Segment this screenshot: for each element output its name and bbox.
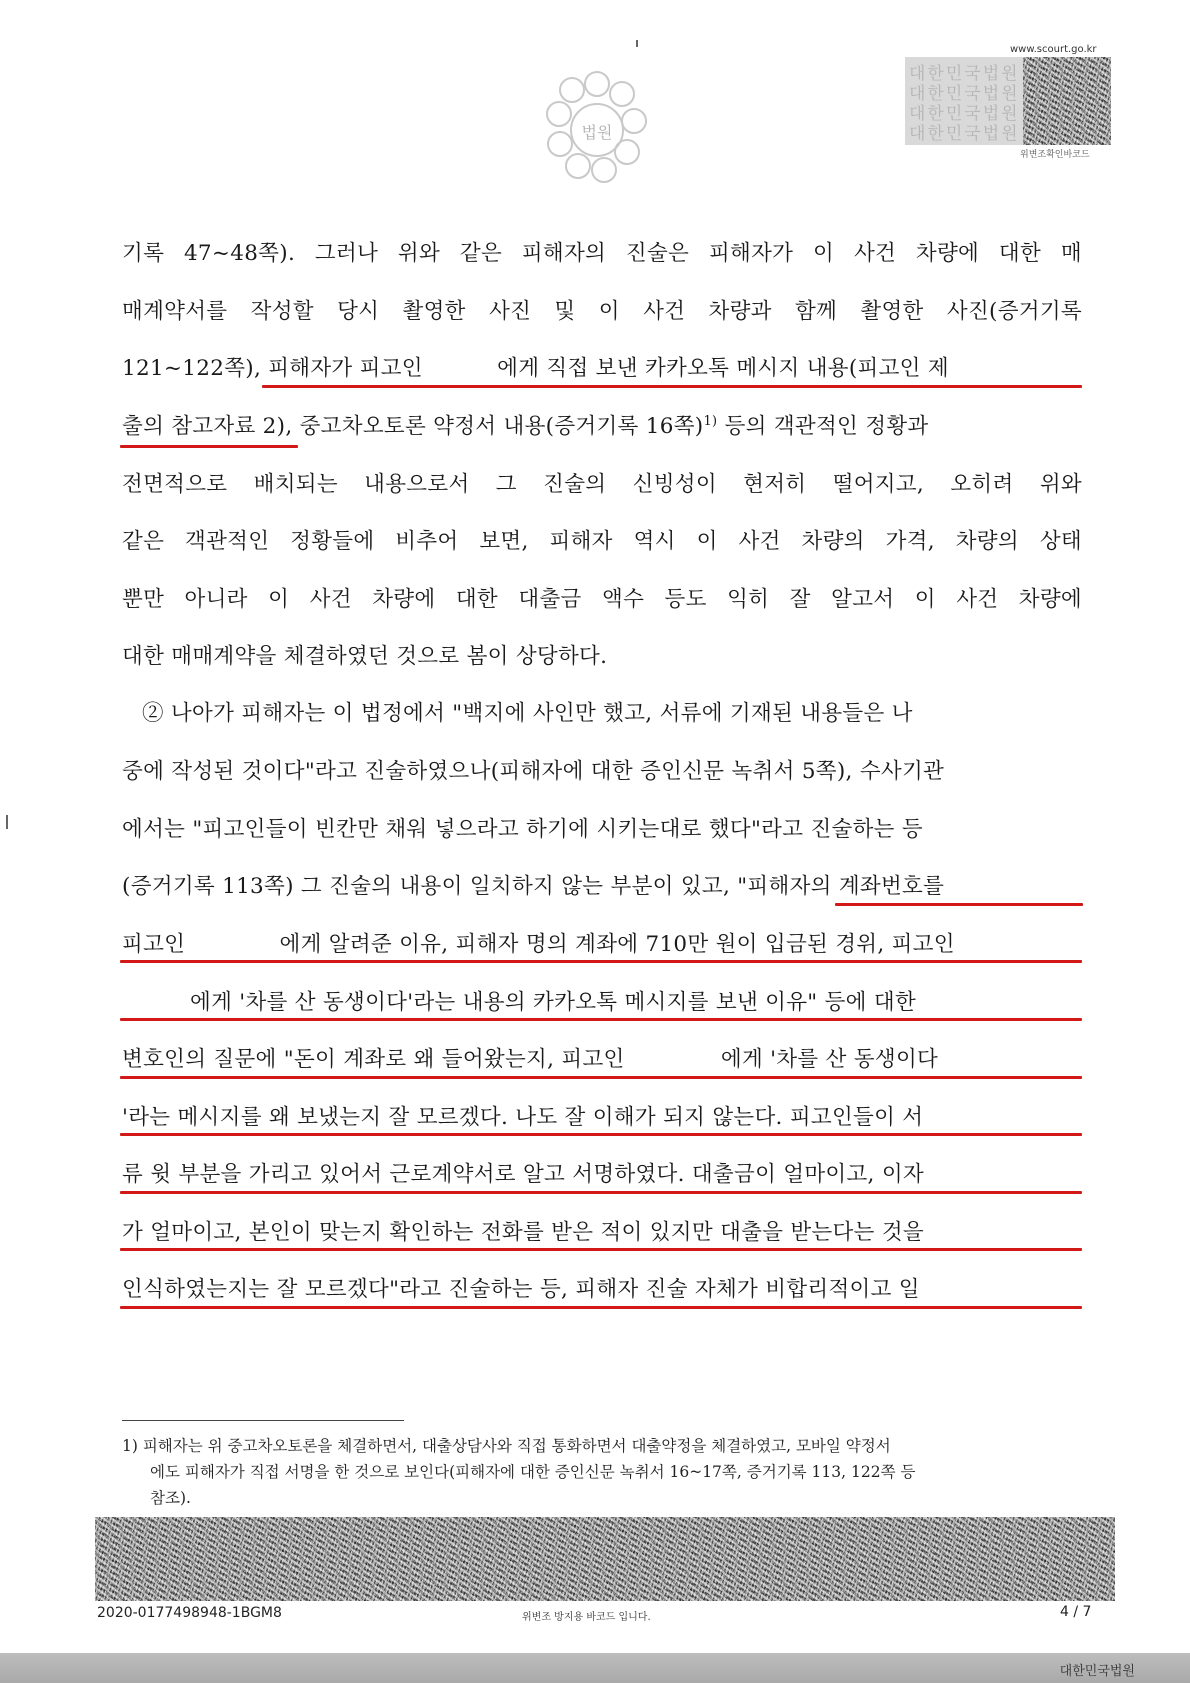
- word: 보면,: [479, 529, 529, 554]
- body-line: 가 얼마이고, 본인이 맞는지 확인하는 전화를 받은 적이 있지만 대출을 받는다는 것을: [122, 1220, 924, 1245]
- footnote-line: 1) 피해자는 위 중고차오토론을 체결하면서, 대출상담사와 직접 통화하면서 대출약정을 체결하였고, 모바일 약정서: [122, 1437, 891, 1455]
- issuer-label: 대한민국법원: [1059, 1664, 1135, 1679]
- red-underline: [835, 903, 1083, 906]
- word: 아니라: [184, 587, 248, 612]
- word: 이: [813, 241, 835, 266]
- word: 이: [268, 587, 290, 612]
- word: 알고서: [831, 587, 895, 612]
- body-line: [122, 349, 1082, 389]
- body-line: [122, 522, 1082, 562]
- word: 차량에: [1018, 587, 1082, 612]
- word: 진술의: [543, 472, 607, 497]
- word: 47~48쪽).: [183, 241, 296, 266]
- word: 역시: [633, 529, 676, 554]
- word: 사건: [309, 587, 352, 612]
- body-line: [122, 292, 1082, 332]
- word: 기록: [122, 241, 165, 266]
- word: 사진: [489, 299, 532, 324]
- red-underline: [120, 1018, 1082, 1021]
- word: 사건: [643, 299, 686, 324]
- red-underline: [120, 1191, 1082, 1194]
- word: 대출금: [518, 587, 582, 612]
- header-url: www.scourt.go.kr: [1010, 44, 1097, 55]
- word: 전면적으로: [122, 472, 228, 497]
- word: 매계약서를: [122, 299, 228, 324]
- red-underline: [120, 1133, 1082, 1136]
- word: 떨어지고,: [832, 472, 925, 497]
- word: 액수: [602, 587, 645, 612]
- word: 차량에: [915, 241, 980, 266]
- qr-watermark-line: 대한민국법원: [909, 124, 1020, 144]
- emblem-text: 법원: [581, 123, 613, 142]
- body-line-segment: 변호인의 질문에 "돈이 계좌로 왜 들어왔는지, 피고인: [122, 1047, 625, 1072]
- word: 같은: [122, 529, 165, 554]
- word: 신빙성이: [632, 472, 717, 497]
- word: 이: [696, 529, 718, 554]
- word: 정황들에: [290, 529, 375, 554]
- body-line: [122, 407, 1082, 447]
- word: 사건: [738, 529, 781, 554]
- word: 및: [554, 299, 576, 324]
- body-line: [122, 234, 1082, 274]
- word: 피해자의: [521, 241, 607, 266]
- body-line-segment: 에게 알려준 이유, 피해자 명의 계좌에 710만 원이 입금된 경위, 피고인: [279, 932, 955, 957]
- red-underline: [120, 960, 1082, 963]
- word: 이: [914, 587, 936, 612]
- word: 사건: [853, 241, 897, 266]
- scan-mark: [636, 40, 638, 47]
- word: 배치되는: [253, 472, 338, 497]
- red-underline: [262, 385, 1082, 388]
- word: 현저히: [743, 472, 807, 497]
- word: 촬영한: [402, 299, 466, 324]
- word: 작성할: [250, 299, 314, 324]
- red-underline: [120, 445, 298, 448]
- word: 차량과: [708, 299, 772, 324]
- word: 그러나: [314, 241, 379, 266]
- scan-mark: [6, 815, 8, 829]
- qr-watermark-block: [905, 57, 1023, 145]
- body-line: [122, 580, 1082, 620]
- word: 잘: [789, 587, 811, 612]
- body-line-segment: 등의 객관적인 정황과: [724, 414, 929, 439]
- word: 등도: [664, 587, 707, 612]
- word: 오히려: [950, 472, 1014, 497]
- word: 상태: [1039, 529, 1082, 554]
- red-underline: [120, 1076, 1082, 1079]
- word: 이: [598, 299, 620, 324]
- anti-forgery-barcode: [95, 1517, 1115, 1601]
- word: 비추어: [395, 529, 459, 554]
- body-line: 류 윗 부분을 가리고 있어서 근로계약서로 알고 서명하였다. 대출금이 얼마이고, 이자: [122, 1162, 924, 1187]
- word: 위와: [397, 241, 441, 266]
- barcode-note: 위변조 방지용 바코드 입니다.: [522, 1612, 651, 1623]
- word: 위와: [1039, 472, 1082, 497]
- word: 가격,: [885, 529, 935, 554]
- word: 내용으로서: [364, 472, 470, 497]
- footnote-line: 참조).: [150, 1489, 191, 1507]
- body-line: 인식하였는지는 잘 모르겠다"라고 진술하는 등, 피해자 진술 자체가 비합리적이고 일: [122, 1277, 920, 1302]
- word: 함께: [794, 299, 838, 324]
- verification-qr: [905, 57, 1111, 145]
- document-id: 2020-0177498948-1BGM8: [97, 1605, 282, 1621]
- word: 그: [495, 472, 517, 497]
- qr-caption: 위변조확인바코드: [1020, 150, 1090, 160]
- word: 차량에: [372, 587, 436, 612]
- body-line-segment: 피고인: [122, 932, 186, 957]
- body-line-segment: 출의 참고자료 2), 중고차오토론 약정서 내용(증거기록 16쪽): [122, 414, 704, 439]
- body-line: [122, 925, 1082, 965]
- body-line: ② 나아가 피해자는 이 법정에서 "백지에 사인만 했고, 서류에 기재된 내용들은 나: [142, 701, 913, 726]
- body-line: 대한 매매계약을 체결하였던 것으로 봄이 상당하다.: [122, 644, 608, 669]
- footnote-marker: 1): [703, 413, 718, 429]
- bottom-band: [0, 1653, 1190, 1683]
- word: 뿐만: [122, 587, 165, 612]
- word: 대한: [998, 241, 1042, 266]
- qr-code-icon: [1023, 57, 1111, 145]
- word: 객관적인: [185, 529, 270, 554]
- body-line: (증거기록 113쪽) 그 진술의 내용이 일치하지 않는 부분이 있고, "피해자의 계좌번호를: [122, 874, 945, 899]
- word: 같은: [459, 241, 503, 266]
- word: 피해자: [549, 529, 613, 554]
- word: 익히: [727, 587, 770, 612]
- footnote-line: 에도 피해자가 직접 서명을 한 것으로 보인다(피해자에 대한 증인신문 녹취서 16~17쪽, 증거기록 113, 122쪽 등: [150, 1463, 916, 1481]
- red-underline: [120, 1248, 1082, 1251]
- word: 진술은: [625, 241, 690, 266]
- body-line-segment: 에게 '차를 산 동생이다: [720, 1047, 939, 1072]
- body-line: 에게 '차를 산 동생이다'라는 내용의 카카오톡 메시지를 보낸 이유" 등에 대한: [190, 990, 917, 1015]
- body-line: '라는 메시지를 왜 보냈는지 잘 모르겠다. 나도 잘 이해가 되지 않는다. 피고인들이 서: [122, 1105, 924, 1130]
- word: 차량의: [955, 529, 1019, 554]
- body-line: [122, 1040, 1082, 1080]
- word: 피해자가: [708, 241, 794, 266]
- qr-watermark-line: 대한민국법원: [909, 64, 1020, 84]
- word: 촬영한: [860, 299, 924, 324]
- qr-watermark-line: 대한민국법원: [909, 84, 1020, 104]
- body-line-segment: 121~122쪽), 피해자가 피고인: [122, 356, 423, 381]
- word: 대한: [455, 587, 498, 612]
- court-emblem-logo: [542, 66, 652, 184]
- red-underline: [120, 1306, 1082, 1309]
- body-line: [122, 465, 1082, 505]
- word: 차량의: [801, 529, 865, 554]
- body-line-segment: 에게 직접 보낸 카카오톡 메시지 내용(피고인 제: [497, 356, 949, 381]
- word: 매: [1060, 241, 1082, 266]
- body-line: 중에 작성된 것이다"라고 진술하였으나(피해자에 대한 증인신문 녹취서 5쪽), 수사기관: [122, 759, 945, 784]
- word: 사진(증거기록: [946, 299, 1082, 324]
- body-line: 에서는 "피고인들이 빈칸만 채워 넣으라고 하기에 시키는대로 했다"라고 진술하는 등: [122, 817, 923, 842]
- word: 사건: [956, 587, 999, 612]
- footnote-divider: [122, 1420, 404, 1421]
- page-number: 4 / 7: [1060, 1604, 1092, 1620]
- word: 당시: [337, 299, 380, 324]
- qr-watermark-line: 대한민국법원: [909, 104, 1020, 124]
